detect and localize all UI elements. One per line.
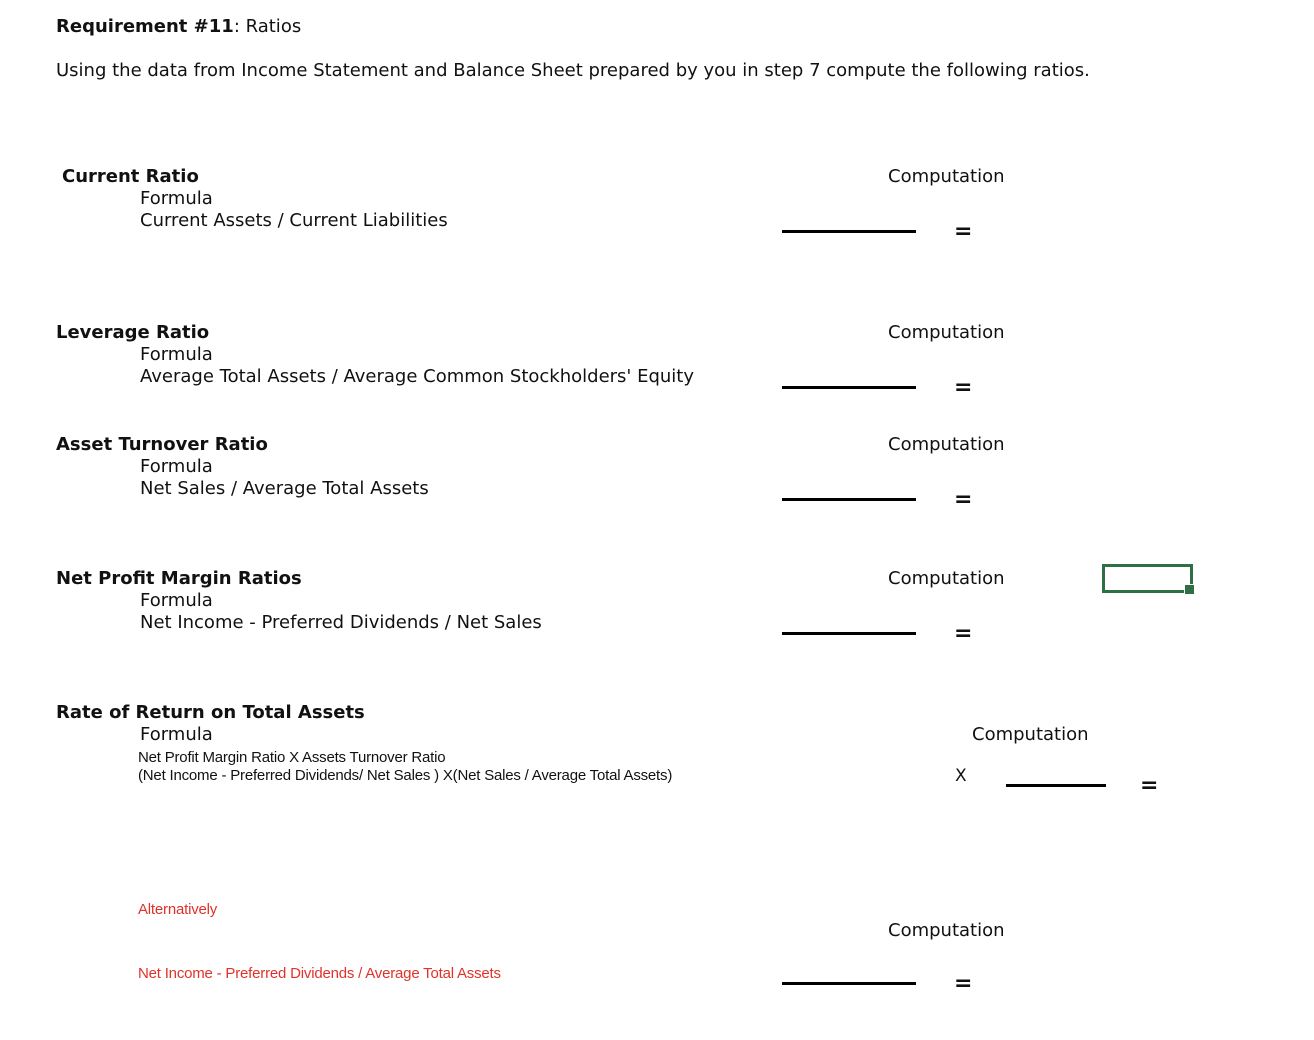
return-on-assets-formula-line1: Net Profit Margin Ratio X Assets Turnover Ratio — [138, 749, 446, 766]
net-profit-margin-formula-label: Formula — [140, 590, 213, 611]
current-ratio-equals: = — [954, 219, 973, 244]
requirement-separator: : — [233, 16, 240, 37]
requirement-heading — [56, 16, 301, 38]
leverage-ratio-fraction-line — [782, 386, 916, 389]
asset-turnover-title: Asset Turnover Ratio — [56, 434, 268, 455]
asset-turnover-equals: = — [954, 487, 973, 512]
return-on-assets-fraction-line — [1006, 784, 1106, 787]
return-on-assets-computation-label: Computation — [972, 724, 1089, 745]
current-ratio-title: Current Ratio — [62, 166, 199, 187]
current-ratio-computation-label: Computation — [888, 166, 1005, 187]
asset-turnover-fraction-line — [782, 498, 916, 501]
alternative-formula: Net Income - Preferred Dividends / Average Total Assets — [138, 965, 501, 982]
leverage-ratio-equals: = — [954, 375, 973, 400]
return-on-assets-title: Rate of Return on Total Assets — [56, 702, 365, 723]
return-on-assets-formula-label: Formula — [140, 724, 213, 745]
current-ratio-formula: Current Assets / Current Liabilities — [140, 210, 448, 231]
leverage-ratio-title: Leverage Ratio — [56, 322, 210, 343]
net-profit-margin-title: Net Profit Margin Ratios — [56, 568, 302, 589]
return-on-assets-equals: = — [1140, 773, 1159, 798]
net-profit-margin-fraction-line — [782, 632, 916, 635]
leverage-ratio-formula: Average Total Assets / Average Common Stockholders' Equity — [140, 366, 695, 387]
alternative-equals: = — [954, 971, 973, 996]
return-on-assets-formula-line2: (Net Income - Preferred Dividends/ Net Sales ) X(Net Sales / Average Total Assets) — [138, 767, 673, 784]
leverage-ratio-computation-label: Computation — [888, 322, 1005, 343]
net-profit-margin-formula: Net Income - Preferred Dividends / Net Sales — [140, 612, 542, 633]
alternatively-label: Alternatively — [138, 901, 218, 918]
leverage-ratio-formula-label: Formula — [140, 344, 213, 365]
asset-turnover-computation-label: Computation — [888, 434, 1005, 455]
alternative-computation-label: Computation — [888, 920, 1005, 941]
fill-handle[interactable] — [1184, 584, 1195, 595]
asset-turnover-formula-label: Formula — [140, 456, 213, 477]
current-ratio-fraction-line — [782, 230, 916, 233]
selected-cell[interactable] — [1102, 564, 1193, 593]
asset-turnover-formula: Net Sales / Average Total Assets — [140, 478, 429, 499]
instructions-text: Using the data from Income Statement and Balance Sheet prepared by you in step 7 compute the following ratios. — [56, 60, 1090, 81]
return-on-assets-multiply: X — [955, 766, 967, 786]
requirement-label: Requirement #11 — [56, 16, 234, 37]
net-profit-margin-computation-label: Computation — [888, 568, 1005, 589]
requirement-title: Ratios — [239, 16, 302, 37]
alternative-fraction-line — [782, 982, 916, 985]
net-profit-margin-equals: = — [954, 621, 973, 646]
current-ratio-formula-label: Formula — [140, 188, 213, 209]
